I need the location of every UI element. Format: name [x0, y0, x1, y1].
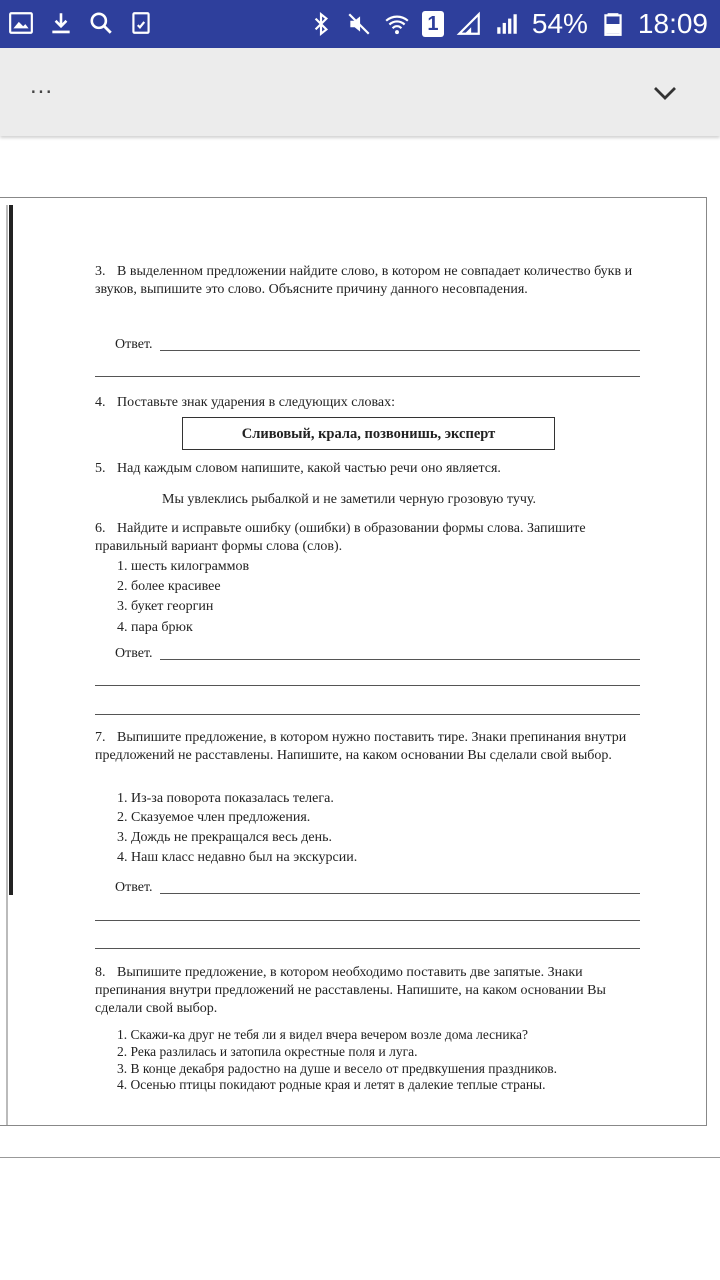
bluetooth-icon: [308, 11, 334, 37]
q7-option-4: 4. Наш класс недавно был на экскурсии.: [117, 850, 358, 865]
signal-icon: [456, 11, 482, 37]
overflow-menu-button[interactable]: ...: [30, 72, 54, 99]
battery-icon: [600, 11, 626, 37]
q6-option-2: 2. более красивее: [117, 579, 221, 594]
wifi-icon: [384, 11, 410, 37]
question-4: 4. Поставьте знак ударения в следующих словах:: [95, 395, 396, 410]
q6-option-3: 3. букет георгин: [117, 599, 214, 614]
page-edge: [6, 205, 8, 1125]
app-toolbar: [0, 48, 720, 136]
q7-option-1: 1. Из-за поворота показалась телега.: [117, 791, 334, 806]
chevron-down-icon[interactable]: [650, 78, 680, 108]
answer-line[interactable]: [95, 376, 640, 377]
sim-icon: 1: [422, 11, 444, 37]
answer-line[interactable]: [95, 714, 640, 715]
q5-sentence: Мы увлеклись рыбалкой и не заметили черную грозовую тучу.: [162, 492, 536, 507]
signal-bars-icon: [494, 11, 520, 37]
clipboard-icon: [128, 10, 154, 36]
battery-percent: 54%: [531, 8, 588, 39]
answer-6[interactable]: Ответ.: [115, 645, 640, 665]
mute-icon: [346, 11, 372, 37]
status-bar: [0, 0, 720, 48]
question-6: 6. Найдите и исправьте ошибку (ошибки) в образовании формы слова. Запишите правильный вариант формы слова (слов).: [95, 521, 586, 554]
question-3: 3. В выделенном предложении найдите слово, в котором не совпадает количество букв и звуков, выпишите это слово. Объясните причину данного несовпадения.: [95, 264, 633, 297]
answer-7[interactable]: Ответ.: [115, 879, 640, 899]
q6-option-4: 4. пара брюк: [117, 620, 193, 635]
answer-line[interactable]: [95, 948, 640, 949]
page-binding: [9, 205, 13, 895]
clock: 18:09: [637, 8, 708, 39]
q7-option-2: 2. Сказуемое член предложения.: [117, 810, 311, 825]
question-7: 7. Выпишите предложение, в котором нужно поставить тире. Знаки препинания внутри предложений не расставлены. Напишите, на каком основании Вы сделали свой выбор.: [95, 730, 627, 763]
gallery-icon: [8, 10, 34, 36]
answer-3[interactable]: Ответ.: [115, 336, 640, 356]
q8-option-2: 2. Река разлилась и затопила окрестные поля и луга.: [117, 1044, 418, 1059]
download-icon: [48, 10, 74, 36]
words-box: Сливовый, крала, позвонишь, эксперт: [182, 417, 555, 450]
q8-option-4: 4. Осенью птицы покидают родные края и летят в далекие теплые страны.: [117, 1077, 546, 1092]
question-5: 5. Над каждым словом напишите, какой частью речи оно является.: [95, 461, 501, 476]
question-8: 8. Выпишите предложение, в котором необходимо поставить две запятые. Знаки препинания внутри предложений не расставлены. Напишите, на каком основании Вы сделали свой выбор.: [95, 965, 606, 1016]
divider: [0, 1157, 720, 1158]
search-icon: [88, 10, 114, 36]
answer-line[interactable]: [95, 920, 640, 921]
q8-option-1: 1. Скажи-ка друг не тебя ли я видел вчера вечером возле дома лесника?: [117, 1027, 528, 1042]
q8-option-3: 3. В конце декабря радостно на душе и весело от предвкушения праздников.: [117, 1061, 558, 1076]
q7-option-3: 3. Дождь не прекращался весь день.: [117, 830, 332, 845]
q6-option-1: 1. шесть килограммов: [117, 559, 250, 574]
answer-line[interactable]: [95, 685, 640, 686]
